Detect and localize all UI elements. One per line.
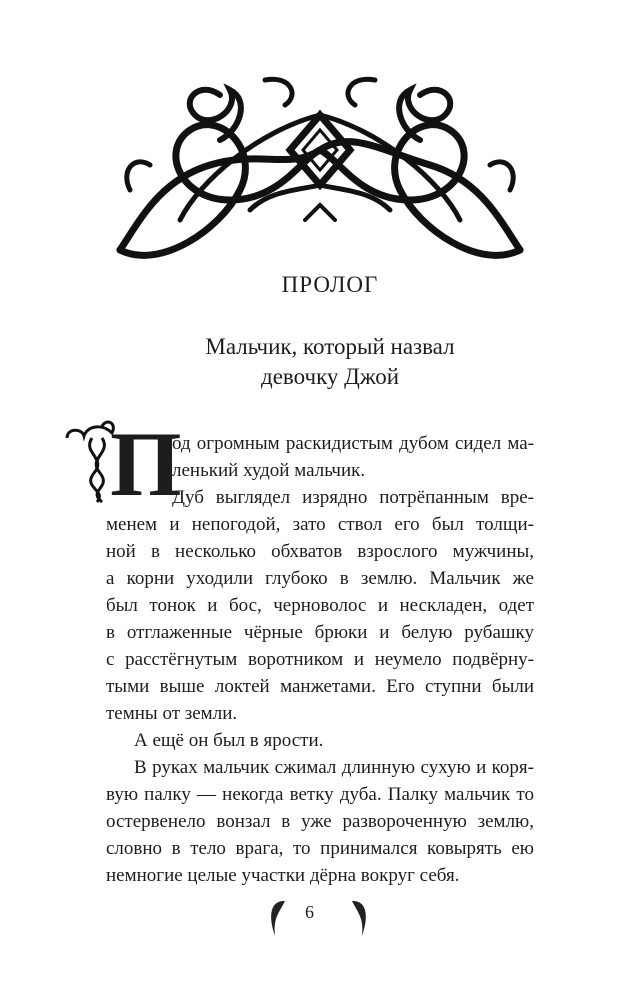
text-line: ной в несколько обхватов взрослого мужчины, bbox=[106, 541, 534, 562]
text-line: немногие целые участки дёрна вокруг себя. bbox=[106, 865, 460, 886]
text-line: а корни уходили глубоко в землю. Мальчик же bbox=[106, 568, 534, 589]
page-number: 6 bbox=[305, 902, 314, 922]
text-line: с расстёгнутым воротником и неумело подвёрну- bbox=[106, 649, 534, 670]
text-line: А ещё он был в ярости. bbox=[134, 730, 324, 751]
text-line: был тонок и бос, черноволос и нескладен, одет bbox=[106, 595, 534, 616]
celtic-knot-ornament bbox=[100, 70, 540, 280]
text-line: темны от земли. bbox=[106, 703, 238, 724]
drop-cap: П bbox=[110, 413, 182, 515]
text-line: тыми выше локтей манжетами. Его ступни были bbox=[106, 676, 534, 697]
text-line: остервенело вонзал в уже развороченную землю, bbox=[106, 811, 534, 832]
text-line: в отглаженные чёрные брюки и белую рубашку bbox=[106, 622, 534, 643]
chapter-subtitle-line-1: Мальчик, который назвал bbox=[205, 334, 455, 359]
text-line: менем и непогодой, зато ствол его был толщи- bbox=[106, 514, 534, 535]
leaf-ornament-right-icon bbox=[348, 898, 370, 938]
text-line: ленький худой мальчик. bbox=[172, 460, 366, 481]
text-line: вую палку — некогда ветку дуба. Палку мальчик то bbox=[106, 784, 534, 805]
text-line: од огромным раскидистым дубом сидел ма- bbox=[172, 433, 534, 454]
text-line: Дуб выглядел изрядно потрёпанным вре- bbox=[172, 487, 534, 508]
chapter-subtitle-line-2: девочку Джой bbox=[261, 364, 399, 389]
text-line: словно в тело врага, то принимался ковырять ею bbox=[106, 838, 534, 859]
text-line: В руках мальчик сжимал длинную сухую и коря- bbox=[134, 757, 534, 778]
chapter-title: ПРОЛОГ bbox=[281, 272, 379, 297]
